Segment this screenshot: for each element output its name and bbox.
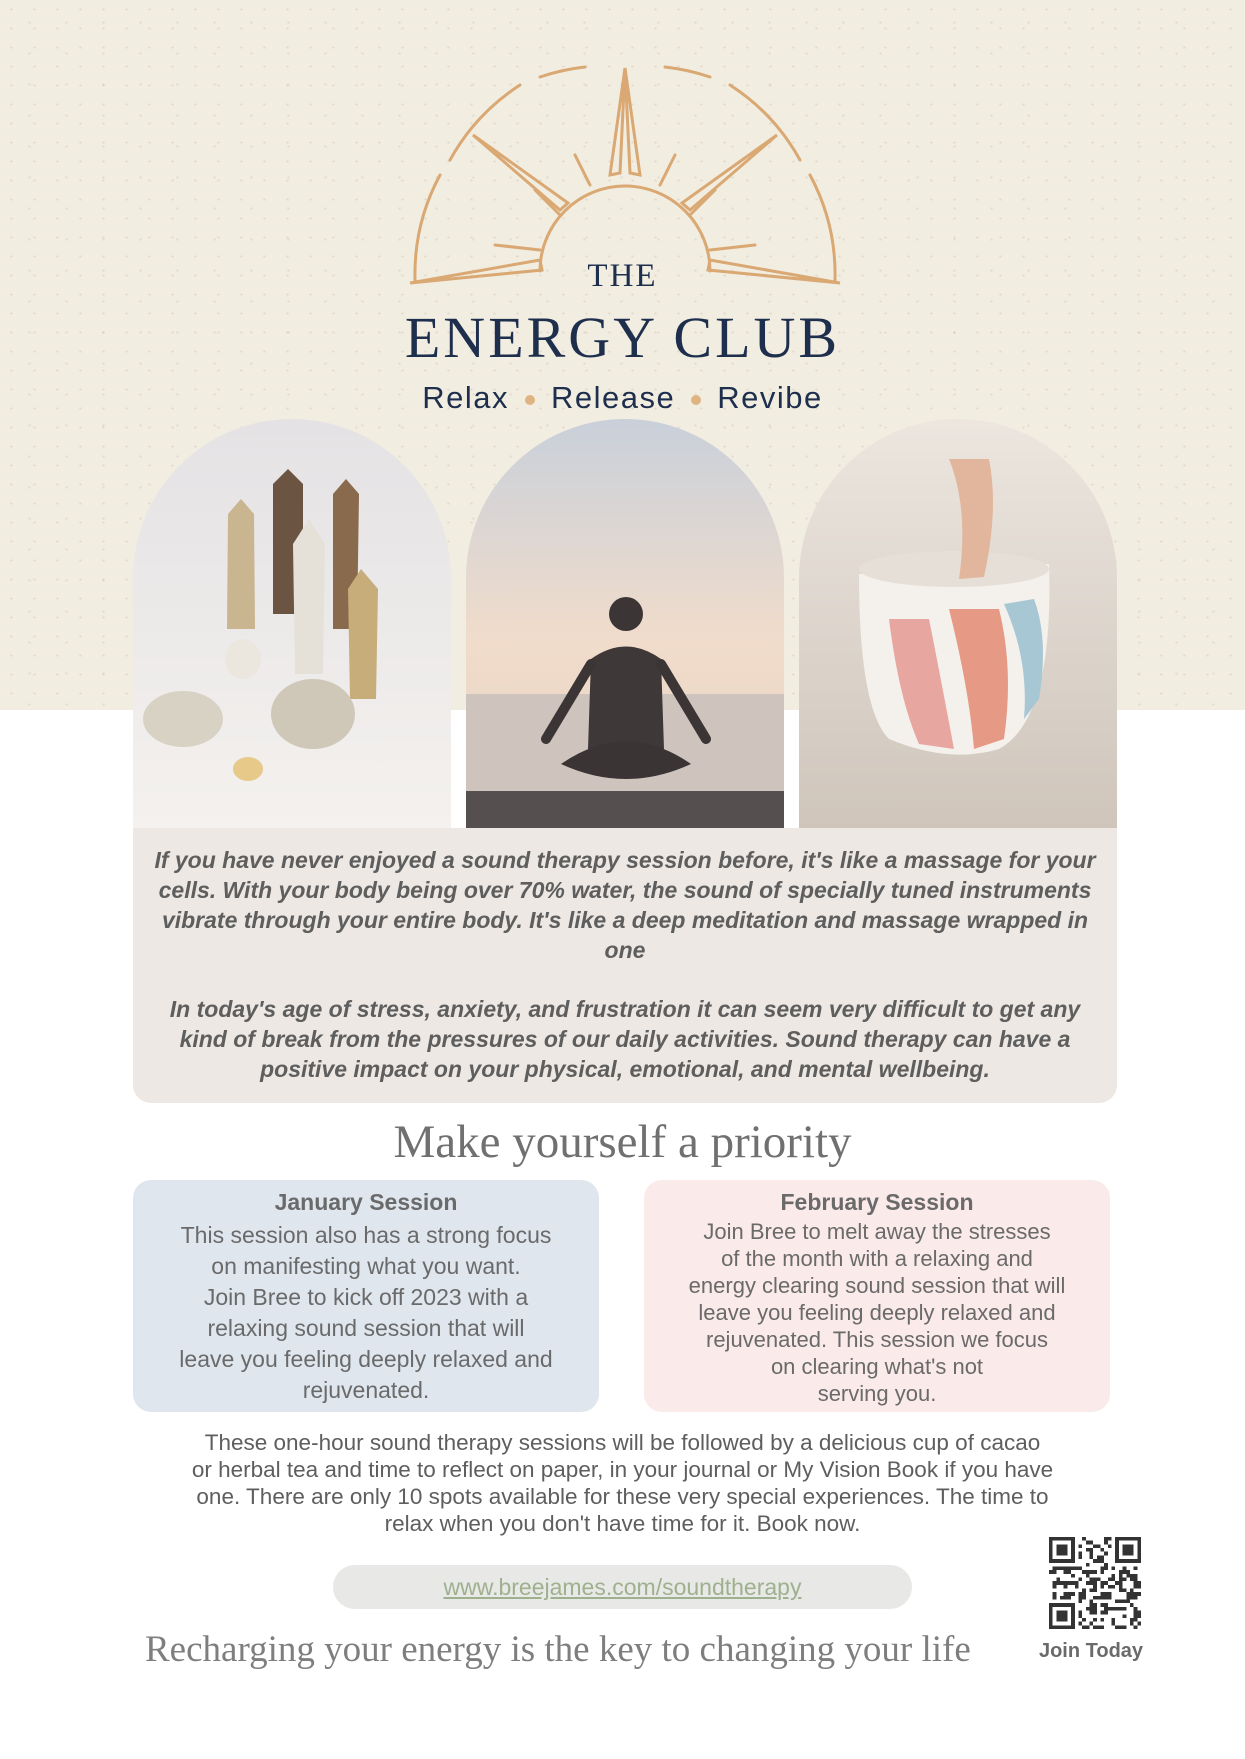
- priority-heading: Make yourself a priority: [393, 1116, 852, 1168]
- january-line: This session also has a strong focus: [180, 1222, 552, 1248]
- tagline-dot: [525, 395, 535, 405]
- closing-line: These one-hour sound therapy sessions will be followed by a delicious cup of cacao: [204, 1430, 1041, 1455]
- february-line: rejuvenated. This session we focus: [706, 1327, 1048, 1352]
- tagline: [0, 380, 1245, 416]
- closing-paragraph: [140, 1429, 1105, 1537]
- february-line: Join Bree to melt away the stresses: [703, 1219, 1051, 1244]
- february-session-title: February Session: [780, 1189, 974, 1215]
- january-line: relaxing sound session that will: [207, 1315, 525, 1341]
- february-session-card: [644, 1180, 1110, 1412]
- tagline-revibe: Revibe: [717, 380, 823, 415]
- january-line: on manifesting what you want.: [211, 1253, 521, 1279]
- closing-line: relax when you don't have time for it. Book now.: [384, 1511, 861, 1536]
- february-line: of the month with a relaxing and: [721, 1246, 1033, 1271]
- february-line: serving you.: [817, 1381, 937, 1406]
- tagline-release: Release: [551, 380, 676, 415]
- meditation-photo: [466, 419, 784, 828]
- february-line: leave you feeling deeply relaxed and: [698, 1300, 1056, 1325]
- join-today-label: Join Today: [1038, 1640, 1144, 1662]
- tagline-relax: Relax: [422, 380, 509, 415]
- february-line: on clearing what's not: [770, 1354, 984, 1379]
- intro-paragraph-1: If you have never enjoyed a sound therapy session before, it's like a massage for your cells. With your body being over 70% water, the sound of specially tuned instruments vibrate through your entire body. It's like a deep meditation and massage wrapped in one: [154, 847, 1096, 963]
- motto: Recharging your energy is the key to changing your life: [145, 1629, 971, 1670]
- intro-paragraph-2: In today's age of stress, anxiety, and frustration it can seem very difficult to get any kind of break from the pressures of our daily activities. Sound therapy can have a positive impact on your physical, emotional, and mental wellbeing.: [169, 996, 1081, 1082]
- closing-line: or herbal tea and time to reflect on paper, in your journal or My Vision Book if you have: [191, 1457, 1054, 1482]
- january-session-card: [133, 1180, 599, 1412]
- january-session-title: January Session: [274, 1189, 458, 1215]
- url-pill: [333, 1565, 912, 1609]
- tagline-dot: [691, 395, 701, 405]
- singing-bowl-photo: [799, 419, 1117, 828]
- february-session-text: [662, 1218, 1092, 1407]
- brand-title: ENERGY CLUB: [404, 305, 841, 370]
- website-link[interactable]: www.breejames.com/soundtherapy: [443, 1574, 802, 1600]
- brand-the: THE: [587, 258, 658, 294]
- january-line: leave you feeling deeply relaxed and: [179, 1346, 553, 1372]
- closing-line: one. There are only 10 spots available for these very special experiences. The time to: [196, 1484, 1049, 1509]
- crystals-photo: [133, 419, 451, 828]
- january-session-text: [151, 1220, 581, 1406]
- february-line: energy clearing sound session that will: [688, 1273, 1066, 1298]
- january-line: Join Bree to kick off 2023 with a: [203, 1284, 529, 1310]
- qr-code-icon[interactable]: [1049, 1537, 1141, 1629]
- sun-logo-icon: [400, 65, 850, 290]
- january-line: rejuvenated.: [302, 1377, 430, 1403]
